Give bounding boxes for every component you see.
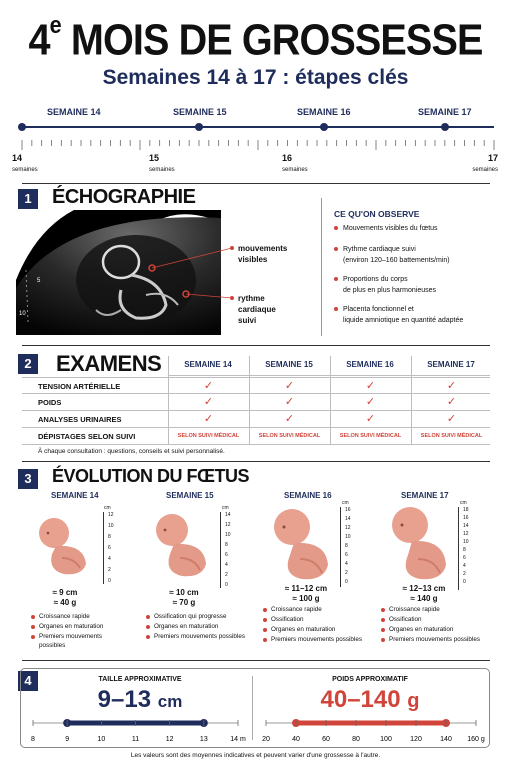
fetus-weight: ≈ 100 g xyxy=(292,594,320,603)
row-label: DÉPISTAGES SELON SUIVI xyxy=(38,432,136,441)
ruler-label: 14 xyxy=(225,512,231,518)
annotation-rhythm: rythme cardiaque suivi xyxy=(238,294,276,325)
annotation-lines xyxy=(150,240,240,310)
ruler-label: 8 xyxy=(108,534,111,540)
list-item: Premiers mouvements possibles xyxy=(381,635,491,644)
ruler-label: 12 xyxy=(225,522,231,528)
observe-item: Proportions du corps de plus en plus harmonieuses xyxy=(334,274,436,296)
check-icon: ✓ xyxy=(365,380,376,392)
fetus-facts xyxy=(146,612,246,642)
ruler-label: 12 xyxy=(463,531,469,537)
scale-label: 10 xyxy=(19,311,26,317)
list-item: Croissance rapide xyxy=(31,612,126,621)
weight-value: 40–140 g xyxy=(320,686,420,713)
fetus-illustration xyxy=(268,505,336,583)
title-number: 4 xyxy=(28,15,50,65)
ruler-label: 12 xyxy=(108,512,114,518)
ruler-label: 16 xyxy=(463,515,469,521)
check-icon: ✓ xyxy=(203,396,214,408)
timeline-tick: 15 semaines xyxy=(149,153,175,173)
observe-title: CE QU'ON OBSERVE xyxy=(334,209,420,219)
observe-item: Rythme cardiaque suivi (environ 120–160 battements/min) xyxy=(334,244,450,266)
page-subtitle: Semaines 14 à 17 : étapes clés xyxy=(102,66,409,89)
column-header: SEMAINE 15 xyxy=(265,360,313,369)
range-tick-label: 12 xyxy=(165,736,174,743)
divider xyxy=(22,345,490,346)
timeline-week-label: SEMAINE 15 xyxy=(173,107,227,117)
suivi-note: SELON SUIVI MÉDICAL xyxy=(420,433,483,439)
ruler-label: 12 xyxy=(345,525,351,531)
fetus-size: ≈ 11–12 cm xyxy=(284,584,328,593)
range-tick-label: 100 xyxy=(380,736,392,743)
observe-item: Mouvements visibles du fœtus xyxy=(334,223,438,234)
fetus-size: ≈ 9 cm xyxy=(52,588,78,597)
fetus-size: ≈ 10 cm xyxy=(169,588,199,597)
fetus-weight: ≈ 40 g xyxy=(53,598,77,607)
section-number-badge: 4 xyxy=(18,671,38,691)
ruler-label: 6 xyxy=(225,552,228,558)
divider xyxy=(22,461,490,462)
ruler-label: 2 xyxy=(463,571,466,577)
list-item: Ossification qui progresse xyxy=(146,612,246,621)
ruler-label: 6 xyxy=(463,555,466,561)
size-value: 9–13 cm xyxy=(97,686,183,713)
title-text: MOIS DE GROSSESSE xyxy=(70,15,483,65)
ruler-label: 14 xyxy=(463,523,469,529)
table-header-row xyxy=(168,356,490,376)
ruler-label: 10 xyxy=(225,532,231,538)
list-item: Organes en maturation xyxy=(146,622,246,631)
ruler-label: 4 xyxy=(345,561,348,567)
range-tick-label: 80 xyxy=(352,736,360,743)
weight-range-bar xyxy=(258,715,488,745)
ruler-label: 6 xyxy=(345,552,348,558)
list-item: Croissance rapide xyxy=(263,605,373,614)
timeline-week-label: SEMAINE 17 xyxy=(418,107,472,117)
check-icon: ✓ xyxy=(203,413,214,425)
ruler-label: 8 xyxy=(463,547,466,553)
list-item: Organes en maturation xyxy=(31,622,126,631)
divider xyxy=(22,183,490,184)
cm-unit: cm xyxy=(222,505,229,511)
summary-divider xyxy=(252,676,253,740)
ruler-label: 0 xyxy=(463,579,466,585)
list-item: Premiers mouvements possibles xyxy=(146,632,246,641)
section-title-evolution: ÉVOLUTION DU FŒTUS xyxy=(52,466,249,486)
list-item: Organes en maturation xyxy=(263,625,373,634)
section-number-badge: 3 xyxy=(18,469,38,489)
check-icon: ✓ xyxy=(284,396,295,408)
suivi-note: SELON SUIVI MÉDICAL xyxy=(339,433,402,439)
ruler-label: 4 xyxy=(108,556,111,562)
ruler-label: 0 xyxy=(108,578,111,584)
ruler-label: 18 xyxy=(463,507,469,513)
title-superscript: e xyxy=(49,12,61,39)
fetus-week-title: SEMAINE 17 xyxy=(401,491,449,500)
check-icon: ✓ xyxy=(203,380,214,392)
fetus-weight: ≈ 70 g xyxy=(172,598,196,607)
ruler-label: 2 xyxy=(345,570,348,576)
table-row xyxy=(22,411,490,428)
check-icon: ✓ xyxy=(446,413,457,425)
observe-item: Placenta fonctionnel et liquide amniotique en quantité adaptée xyxy=(334,304,463,326)
row-label: TENSION ARTÉRIELLE xyxy=(38,382,121,391)
check-icon: ✓ xyxy=(365,413,376,425)
range-tick-label: 8 xyxy=(31,736,35,743)
weight-title: POIDS APPROXIMATIF xyxy=(332,676,408,683)
section-title-echo: ÉCHOGRAPHIE xyxy=(52,186,196,208)
row-label: POIDS xyxy=(38,398,62,407)
size-range-bar xyxy=(25,715,250,745)
cm-unit: cm xyxy=(342,500,349,506)
exams-footnote: À chaque consultation : questions, conseils et suivi personnalisé. xyxy=(38,448,225,455)
ruler-label: 10 xyxy=(463,539,469,545)
fetus-illustration xyxy=(386,503,452,583)
cm-unit: cm xyxy=(460,500,467,506)
list-item: Ossification xyxy=(381,615,491,624)
check-icon: ✓ xyxy=(365,396,376,408)
ruler-label: 4 xyxy=(225,562,228,568)
check-icon: ✓ xyxy=(284,413,295,425)
range-tick-label: 9 xyxy=(65,736,70,743)
table-row xyxy=(22,428,490,445)
ruler-label: 14 xyxy=(345,516,351,522)
range-tick-label: 40 xyxy=(292,736,300,743)
ruler-label: 0 xyxy=(345,579,348,585)
size-title: TAILLE APPROXIMATIVE xyxy=(98,676,182,683)
fetus-week-title: SEMAINE 14 xyxy=(51,491,99,500)
timeline-axis xyxy=(0,118,511,158)
timeline-tick: 17 semaines xyxy=(472,153,498,173)
check-icon: ✓ xyxy=(284,380,295,392)
suivi-note: SELON SUIVI MÉDICAL xyxy=(258,433,321,439)
ruler-label: 2 xyxy=(225,572,228,578)
row-label: ANALYSES URINAIRES xyxy=(38,415,122,424)
range-tick-label: 160 g xyxy=(467,736,485,743)
section-title-exams: EXAMENS xyxy=(56,351,162,376)
fetus-facts xyxy=(263,605,373,645)
column-header: SEMAINE 17 xyxy=(427,360,475,369)
suivi-note: SELON SUIVI MÉDICAL xyxy=(177,433,240,439)
fetus-facts xyxy=(31,612,126,651)
fetus-weight: ≈ 140 g xyxy=(410,594,438,603)
section-number-badge: 1 xyxy=(18,189,38,209)
ruler-label: 8 xyxy=(345,543,348,549)
timeline-week-label: SEMAINE 16 xyxy=(297,107,351,117)
fetus-week-title: SEMAINE 15 xyxy=(166,491,214,500)
range-tick-label: 13 xyxy=(199,736,208,743)
range-tick-label: 11 xyxy=(131,736,140,743)
check-icon: ✓ xyxy=(446,396,457,408)
footer-note: Les valeurs sont des moyennes indicatives et peuvent varier d'une grossesse à l'autre. xyxy=(130,752,381,759)
list-item: Croissance rapide xyxy=(381,605,491,614)
ruler-label: 8 xyxy=(225,542,228,548)
fetus-facts xyxy=(381,605,491,645)
section-number-badge: 2 xyxy=(18,354,38,374)
timeline-week-label: SEMAINE 14 xyxy=(47,107,101,117)
list-item: Organes en maturation xyxy=(381,625,491,634)
vertical-divider xyxy=(321,198,322,336)
ruler-label: 10 xyxy=(108,523,114,529)
table-row xyxy=(22,377,490,394)
list-item: Ossification xyxy=(263,615,373,624)
list-item: Premiers mouvements possibles xyxy=(31,632,126,650)
column-header: SEMAINE 14 xyxy=(184,360,232,369)
range-tick-label: 10 xyxy=(97,736,106,743)
ruler-label: 16 xyxy=(345,507,351,513)
scale-label: 5 xyxy=(37,278,41,284)
check-icon: ✓ xyxy=(446,380,457,392)
divider xyxy=(22,660,490,661)
range-tick-label: 120 xyxy=(410,736,422,743)
cm-unit: cm xyxy=(104,505,111,511)
ruler-label: 6 xyxy=(108,545,111,551)
fetus-illustration xyxy=(150,510,214,580)
range-tick-label: 14 m xyxy=(230,736,246,743)
timeline-tick: 14 semaines xyxy=(12,153,38,173)
ruler-label: 4 xyxy=(463,563,466,569)
page-title xyxy=(26,6,486,67)
fetus-illustration xyxy=(34,514,94,578)
range-tick-label: 60 xyxy=(322,736,330,743)
table-row xyxy=(22,394,490,411)
range-tick-label: 140 xyxy=(440,736,452,743)
ruler-label: 2 xyxy=(108,567,111,573)
fetus-size: ≈ 12–13 cm xyxy=(402,584,446,593)
timeline-tick: 16 semaines xyxy=(282,153,308,173)
ruler-label: 10 xyxy=(345,534,351,540)
list-item: Premiers mouvements possibles xyxy=(263,635,373,644)
column-header: SEMAINE 16 xyxy=(346,360,394,369)
annotation-movements: mouvements visibles xyxy=(238,244,288,264)
ruler-label: 0 xyxy=(225,582,228,588)
range-tick-label: 20 xyxy=(262,736,270,743)
fetus-week-title: SEMAINE 16 xyxy=(284,491,332,500)
